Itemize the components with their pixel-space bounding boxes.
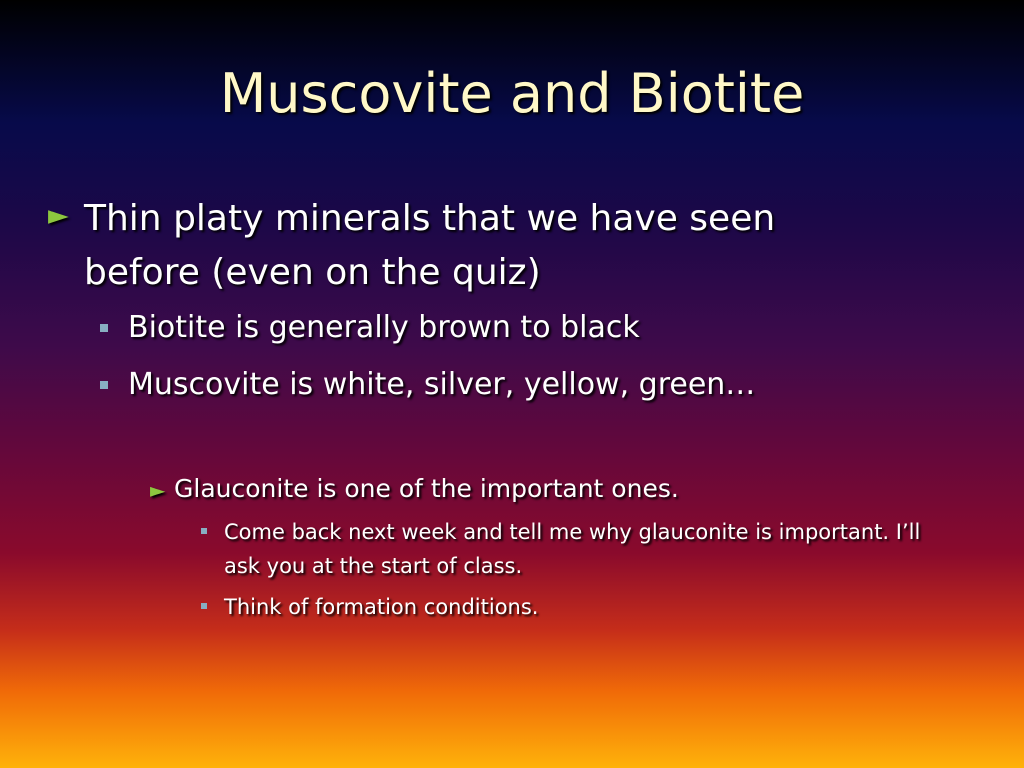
bullet-level1: Thin platy minerals that we have seen before (even on the quiz) <box>84 198 776 293</box>
square-bullet-icon <box>100 324 108 332</box>
bullet-level2-muscovite: Muscovite is white, silver, yellow, green… <box>128 367 756 402</box>
bullet-level3-glauconite: Glauconite is one of the important ones. <box>174 474 679 503</box>
triangle-right-icon: ► <box>48 200 69 231</box>
square-bullet-icon <box>100 381 108 389</box>
bullet-level4-come-back: Come back next week and tell me why glauconite is important. I’ll ask you at the start of class. <box>224 520 921 578</box>
triangle-right-icon: ► <box>150 478 166 502</box>
bullet-level4-formation: Think of formation conditions. <box>224 595 539 619</box>
slide-title: Muscovite and Biotite <box>219 62 805 125</box>
bullet-level2-biotite: Biotite is generally brown to black <box>128 310 640 345</box>
square-bullet-icon <box>201 528 207 534</box>
square-bullet-icon <box>201 603 207 609</box>
